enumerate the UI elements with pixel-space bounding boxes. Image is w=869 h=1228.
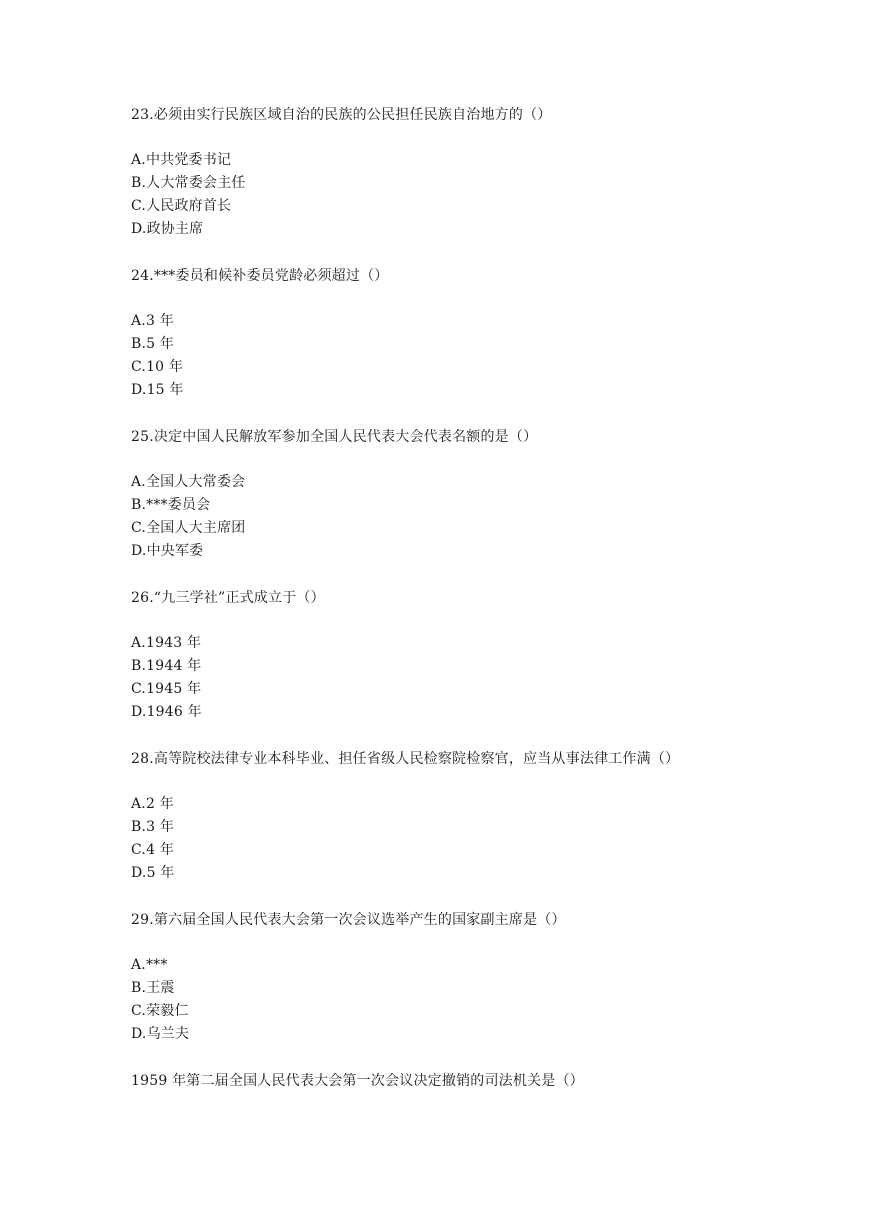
option-c: C.全国人大主席团: [131, 520, 246, 536]
question-25: [131, 426, 831, 563]
question-text: 26.“九三学社”正式成立于（）: [131, 590, 325, 606]
question-24: [131, 265, 831, 402]
option-c: C.10 年: [131, 359, 184, 375]
option-b: B.王震: [131, 980, 175, 996]
option-c: C.4 年: [131, 842, 175, 858]
option-d: D.5 年: [131, 865, 175, 881]
option-a: A.中共党委书记: [131, 152, 232, 168]
option-c: C.1945 年: [131, 681, 202, 697]
option-a: A.1943 年: [131, 635, 202, 651]
option-b: B.人大常委会主任: [131, 175, 246, 191]
question-text: 23.必须由实行民族区域自治的民族的公民担任民族自治地方的（）: [131, 107, 552, 123]
option-a: A.2 年: [131, 796, 174, 812]
question-26: [131, 587, 831, 724]
option-d: D.乌兰夫: [131, 1026, 190, 1042]
option-c: C.人民政府首长: [131, 198, 232, 214]
option-list: [131, 310, 831, 402]
question-text: 1959 年第二届全国人民代表大会第一次会议决定撤销的司法机关是（）: [131, 1073, 584, 1089]
option-list: [131, 632, 831, 724]
question-1959: [131, 1070, 831, 1093]
question-29: [131, 909, 831, 1046]
option-a: A.3 年: [131, 313, 174, 329]
question-text: 24.***委员和候补委员党龄必须超过（）: [131, 268, 389, 284]
option-a: A.全国人大常委会: [131, 474, 246, 490]
option-list: [131, 149, 831, 241]
option-c: C.荣毅仁: [131, 1003, 189, 1019]
option-d: D.1946 年: [131, 704, 202, 720]
option-list: [131, 471, 831, 563]
option-list: [131, 793, 831, 885]
option-d: D.政协主席: [131, 221, 204, 237]
option-d: D.15 年: [131, 382, 184, 398]
option-list: [131, 954, 831, 1046]
question-23: [131, 104, 831, 241]
question-28: [131, 748, 831, 885]
option-b: B.5 年: [131, 336, 175, 352]
option-d: D.中央军委: [131, 543, 204, 559]
question-text: 25.决定中国人民解放军参加全国人民代表大会代表名额的是（）: [131, 429, 538, 445]
question-text: 28.高等院校法律专业本科毕业、担任省级人民检察院检察官，应当从事法律工作满（）: [131, 751, 680, 767]
question-text: 29.第六届全国人民代表大会第一次会议选举产生的国家副主席是（）: [131, 912, 566, 928]
option-b: B.***委员会: [131, 497, 211, 513]
option-b: B.3 年: [131, 819, 175, 835]
option-a: A.***: [131, 957, 168, 973]
document-page: [131, 104, 831, 1115]
option-b: B.1944 年: [131, 658, 202, 674]
